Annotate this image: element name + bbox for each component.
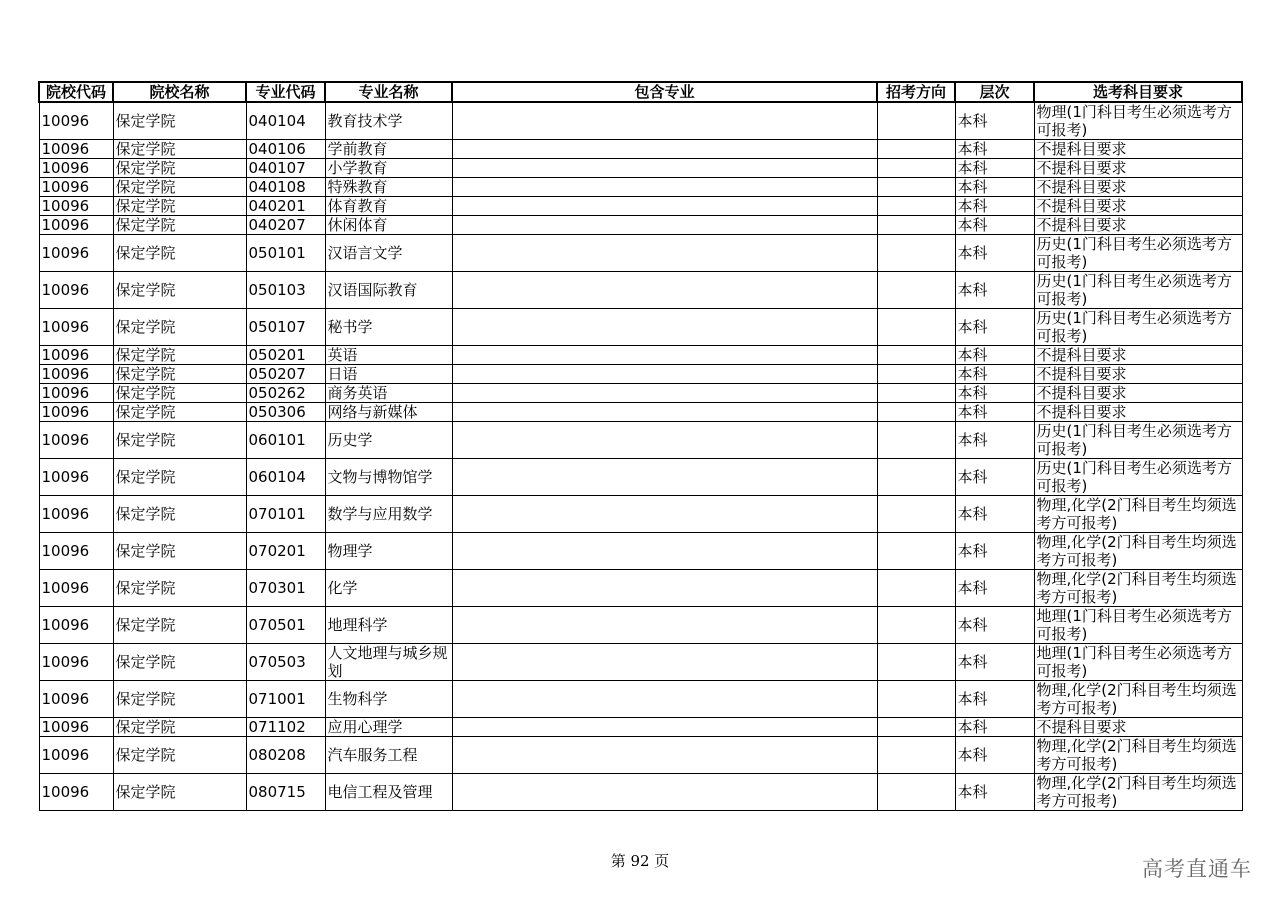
table-row (39, 216, 1242, 235)
cell-school-name: 保定学院 (113, 216, 246, 235)
cell-school-name: 保定学院 (113, 102, 246, 140)
table-row (39, 737, 1242, 774)
header-major-name: 专业名称 (325, 82, 452, 102)
cell-school-code: 10096 (39, 496, 113, 533)
cell-school-name: 保定学院 (113, 607, 246, 644)
cell-direction (877, 403, 955, 422)
cell-subject-requirement: 不提科目要求 (1034, 403, 1242, 422)
cell-subject-requirement: 物理,化学(2门科目考生均须选考方可报考) (1034, 496, 1242, 533)
cell-major-code: 050107 (246, 309, 325, 346)
cell-direction (877, 644, 955, 681)
cell-major-name: 休闲体育 (325, 216, 452, 235)
cell-school-code: 10096 (39, 216, 113, 235)
cell-school-code: 10096 (39, 774, 113, 811)
cell-subject-requirement: 物理,化学(2门科目考生均须选考方可报考) (1034, 570, 1242, 607)
cell-direction (877, 607, 955, 644)
header-school-code: 院校代码 (39, 82, 113, 102)
cell-subject-requirement: 物理,化学(2门科目考生均须选考方可报考) (1034, 533, 1242, 570)
cell-level: 本科 (955, 737, 1034, 774)
cell-school-name: 保定学院 (113, 533, 246, 570)
cell-included-majors (452, 496, 877, 533)
table-row (39, 644, 1242, 681)
header-school-name: 院校名称 (113, 82, 246, 102)
cell-major-name: 日语 (325, 365, 452, 384)
cell-direction (877, 384, 955, 403)
cell-direction (877, 718, 955, 737)
cell-major-name: 教育技术学 (325, 102, 452, 140)
cell-level: 本科 (955, 159, 1034, 178)
cell-major-name: 秘书学 (325, 309, 452, 346)
cell-included-majors (452, 459, 877, 496)
cell-major-code: 050201 (246, 346, 325, 365)
cell-level: 本科 (955, 235, 1034, 272)
cell-major-code: 040201 (246, 197, 325, 216)
cell-major-name: 生物科学 (325, 681, 452, 718)
cell-major-code: 071001 (246, 681, 325, 718)
cell-major-code: 040107 (246, 159, 325, 178)
cell-direction (877, 365, 955, 384)
cell-major-name: 文物与博物馆学 (325, 459, 452, 496)
cell-subject-requirement: 不提科目要求 (1034, 384, 1242, 403)
table-row (39, 159, 1242, 178)
table-row (39, 140, 1242, 159)
cell-school-name: 保定学院 (113, 346, 246, 365)
cell-school-name: 保定学院 (113, 272, 246, 309)
cell-major-name: 学前教育 (325, 140, 452, 159)
cell-major-code: 071102 (246, 718, 325, 737)
cell-school-code: 10096 (39, 384, 113, 403)
cell-subject-requirement: 不提科目要求 (1034, 197, 1242, 216)
cell-direction (877, 272, 955, 309)
cell-included-majors (452, 607, 877, 644)
cell-school-code: 10096 (39, 718, 113, 737)
cell-level: 本科 (955, 718, 1034, 737)
cell-included-majors (452, 216, 877, 235)
cell-subject-requirement: 不提科目要求 (1034, 159, 1242, 178)
cell-subject-requirement: 物理(1门科目考生必须选考方可报考) (1034, 102, 1242, 140)
header-direction: 招考方向 (877, 82, 955, 102)
cell-school-name: 保定学院 (113, 140, 246, 159)
cell-included-majors (452, 570, 877, 607)
cell-included-majors (452, 140, 877, 159)
cell-school-code: 10096 (39, 178, 113, 197)
cell-school-name: 保定学院 (113, 197, 246, 216)
cell-direction (877, 140, 955, 159)
cell-direction (877, 178, 955, 197)
cell-school-name: 保定学院 (113, 496, 246, 533)
cell-school-code: 10096 (39, 309, 113, 346)
cell-major-name: 化学 (325, 570, 452, 607)
header-row (39, 82, 1242, 102)
table-row (39, 718, 1242, 737)
cell-major-name: 商务英语 (325, 384, 452, 403)
cell-direction (877, 496, 955, 533)
table-row (39, 459, 1242, 496)
cell-subject-requirement: 历史(1门科目考生必须选考方可报考) (1034, 272, 1242, 309)
cell-included-majors (452, 533, 877, 570)
cell-level: 本科 (955, 607, 1034, 644)
cell-school-name: 保定学院 (113, 309, 246, 346)
cell-school-code: 10096 (39, 197, 113, 216)
cell-major-name: 汽车服务工程 (325, 737, 452, 774)
cell-major-name: 体育教育 (325, 197, 452, 216)
cell-school-name: 保定学院 (113, 384, 246, 403)
cell-level: 本科 (955, 570, 1034, 607)
cell-subject-requirement: 历史(1门科目考生必须选考方可报考) (1034, 459, 1242, 496)
cell-level: 本科 (955, 774, 1034, 811)
cell-direction (877, 774, 955, 811)
cell-major-code: 040108 (246, 178, 325, 197)
cell-direction (877, 197, 955, 216)
cell-subject-requirement: 历史(1门科目考生必须选考方可报考) (1034, 309, 1242, 346)
cell-level: 本科 (955, 346, 1034, 365)
cell-school-name: 保定学院 (113, 774, 246, 811)
cell-school-code: 10096 (39, 459, 113, 496)
cell-level: 本科 (955, 102, 1034, 140)
cell-level: 本科 (955, 309, 1034, 346)
cell-major-name: 小学教育 (325, 159, 452, 178)
cell-major-name: 历史学 (325, 422, 452, 459)
cell-level: 本科 (955, 178, 1034, 197)
cell-major-name: 物理学 (325, 533, 452, 570)
cell-school-name: 保定学院 (113, 737, 246, 774)
cell-school-code: 10096 (39, 570, 113, 607)
cell-major-code: 070501 (246, 607, 325, 644)
cell-subject-requirement: 不提科目要求 (1034, 140, 1242, 159)
cell-major-name: 地理科学 (325, 607, 452, 644)
cell-included-majors (452, 718, 877, 737)
table-row (39, 774, 1242, 811)
cell-subject-requirement: 地理(1门科目考生必须选考方可报考) (1034, 607, 1242, 644)
table-row (39, 309, 1242, 346)
cell-school-name: 保定学院 (113, 422, 246, 459)
cell-direction (877, 159, 955, 178)
cell-major-code: 070301 (246, 570, 325, 607)
cell-school-code: 10096 (39, 140, 113, 159)
cell-included-majors (452, 197, 877, 216)
cell-school-name: 保定学院 (113, 403, 246, 422)
cell-school-code: 10096 (39, 272, 113, 309)
cell-subject-requirement: 不提科目要求 (1034, 365, 1242, 384)
cell-major-name: 电信工程及管理 (325, 774, 452, 811)
cell-included-majors (452, 365, 877, 384)
cell-major-code: 070101 (246, 496, 325, 533)
cell-level: 本科 (955, 403, 1034, 422)
table-row (39, 346, 1242, 365)
cell-school-name: 保定学院 (113, 718, 246, 737)
cell-school-code: 10096 (39, 422, 113, 459)
cell-subject-requirement: 历史(1门科目考生必须选考方可报考) (1034, 235, 1242, 272)
cell-direction (877, 309, 955, 346)
cell-school-code: 10096 (39, 737, 113, 774)
cell-subject-requirement: 地理(1门科目考生必须选考方可报考) (1034, 644, 1242, 681)
table-row (39, 403, 1242, 422)
cell-major-code: 040106 (246, 140, 325, 159)
cell-major-name: 特殊教育 (325, 178, 452, 197)
cell-level: 本科 (955, 681, 1034, 718)
table-row (39, 197, 1242, 216)
cell-level: 本科 (955, 216, 1034, 235)
cell-level: 本科 (955, 140, 1034, 159)
cell-major-code: 080715 (246, 774, 325, 811)
cell-included-majors (452, 644, 877, 681)
cell-major-name: 网络与新媒体 (325, 403, 452, 422)
cell-level: 本科 (955, 197, 1034, 216)
cell-included-majors (452, 235, 877, 272)
cell-school-code: 10096 (39, 403, 113, 422)
cell-school-code: 10096 (39, 235, 113, 272)
cell-included-majors (452, 272, 877, 309)
cell-major-name: 汉语国际教育 (325, 272, 452, 309)
cell-subject-requirement: 不提科目要求 (1034, 718, 1242, 737)
cell-major-code: 060101 (246, 422, 325, 459)
cell-school-name: 保定学院 (113, 644, 246, 681)
cell-included-majors (452, 774, 877, 811)
cell-subject-requirement: 不提科目要求 (1034, 178, 1242, 197)
cell-included-majors (452, 737, 877, 774)
cell-major-code: 050306 (246, 403, 325, 422)
cell-major-code: 050103 (246, 272, 325, 309)
cell-included-majors (452, 309, 877, 346)
cell-school-name: 保定学院 (113, 235, 246, 272)
cell-subject-requirement: 物理,化学(2门科目考生均须选考方可报考) (1034, 774, 1242, 811)
cell-major-code: 070201 (246, 533, 325, 570)
cell-included-majors (452, 403, 877, 422)
cell-subject-requirement: 物理,化学(2门科目考生均须选考方可报考) (1034, 681, 1242, 718)
header-included-majors: 包含专业 (452, 82, 877, 102)
cell-major-code: 050207 (246, 365, 325, 384)
cell-direction (877, 533, 955, 570)
cell-direction (877, 459, 955, 496)
cell-major-code: 050101 (246, 235, 325, 272)
cell-school-code: 10096 (39, 102, 113, 140)
cell-major-name: 英语 (325, 346, 452, 365)
cell-direction (877, 570, 955, 607)
cell-major-code: 040104 (246, 102, 325, 140)
cell-direction (877, 346, 955, 365)
cell-level: 本科 (955, 533, 1034, 570)
cell-direction (877, 681, 955, 718)
header-subject-requirement: 选考科目要求 (1034, 82, 1242, 102)
cell-subject-requirement: 物理,化学(2门科目考生均须选考方可报考) (1034, 737, 1242, 774)
cell-major-code: 060104 (246, 459, 325, 496)
cell-included-majors (452, 422, 877, 459)
cell-school-code: 10096 (39, 346, 113, 365)
cell-school-code: 10096 (39, 159, 113, 178)
table-row (39, 102, 1242, 140)
cell-subject-requirement: 不提科目要求 (1034, 216, 1242, 235)
table-row (39, 365, 1242, 384)
cell-subject-requirement: 不提科目要求 (1034, 346, 1242, 365)
table-row (39, 533, 1242, 570)
cell-included-majors (452, 681, 877, 718)
cell-level: 本科 (955, 384, 1034, 403)
cell-school-code: 10096 (39, 533, 113, 570)
cell-included-majors (452, 346, 877, 365)
cell-school-name: 保定学院 (113, 159, 246, 178)
table-row (39, 496, 1242, 533)
table-row (39, 384, 1242, 403)
cell-major-name: 人文地理与城乡规划 (325, 644, 452, 681)
cell-major-name: 汉语言文学 (325, 235, 452, 272)
cell-level: 本科 (955, 422, 1034, 459)
table-row (39, 681, 1242, 718)
admission-requirements-table (38, 81, 1243, 811)
cell-major-code: 070503 (246, 644, 325, 681)
table-row (39, 570, 1242, 607)
cell-school-name: 保定学院 (113, 178, 246, 197)
cell-school-name: 保定学院 (113, 570, 246, 607)
cell-school-code: 10096 (39, 644, 113, 681)
table-row (39, 178, 1242, 197)
cell-school-code: 10096 (39, 681, 113, 718)
table-row (39, 235, 1242, 272)
cell-major-name: 数学与应用数学 (325, 496, 452, 533)
watermark-text: 高考直通车 (1142, 857, 1252, 881)
cell-level: 本科 (955, 459, 1034, 496)
cell-level: 本科 (955, 272, 1034, 309)
header-level: 层次 (955, 82, 1034, 102)
table-row (39, 607, 1242, 644)
cell-school-code: 10096 (39, 365, 113, 384)
cell-major-code: 080208 (246, 737, 325, 774)
cell-direction (877, 235, 955, 272)
cell-included-majors (452, 178, 877, 197)
cell-school-name: 保定学院 (113, 681, 246, 718)
cell-school-code: 10096 (39, 607, 113, 644)
cell-school-name: 保定学院 (113, 365, 246, 384)
cell-school-name: 保定学院 (113, 459, 246, 496)
cell-level: 本科 (955, 496, 1034, 533)
cell-subject-requirement: 历史(1门科目考生必须选考方可报考) (1034, 422, 1242, 459)
header-major-code: 专业代码 (246, 82, 325, 102)
cell-major-name: 应用心理学 (325, 718, 452, 737)
page-number: 第 92 页 (610, 852, 670, 870)
cell-level: 本科 (955, 365, 1034, 384)
cell-direction (877, 102, 955, 140)
cell-direction (877, 216, 955, 235)
cell-major-code: 050262 (246, 384, 325, 403)
cell-direction (877, 737, 955, 774)
cell-major-code: 040207 (246, 216, 325, 235)
cell-level: 本科 (955, 644, 1034, 681)
cell-included-majors (452, 102, 877, 140)
table-row (39, 272, 1242, 309)
table-row (39, 422, 1242, 459)
cell-included-majors (452, 159, 877, 178)
cell-included-majors (452, 384, 877, 403)
cell-direction (877, 422, 955, 459)
